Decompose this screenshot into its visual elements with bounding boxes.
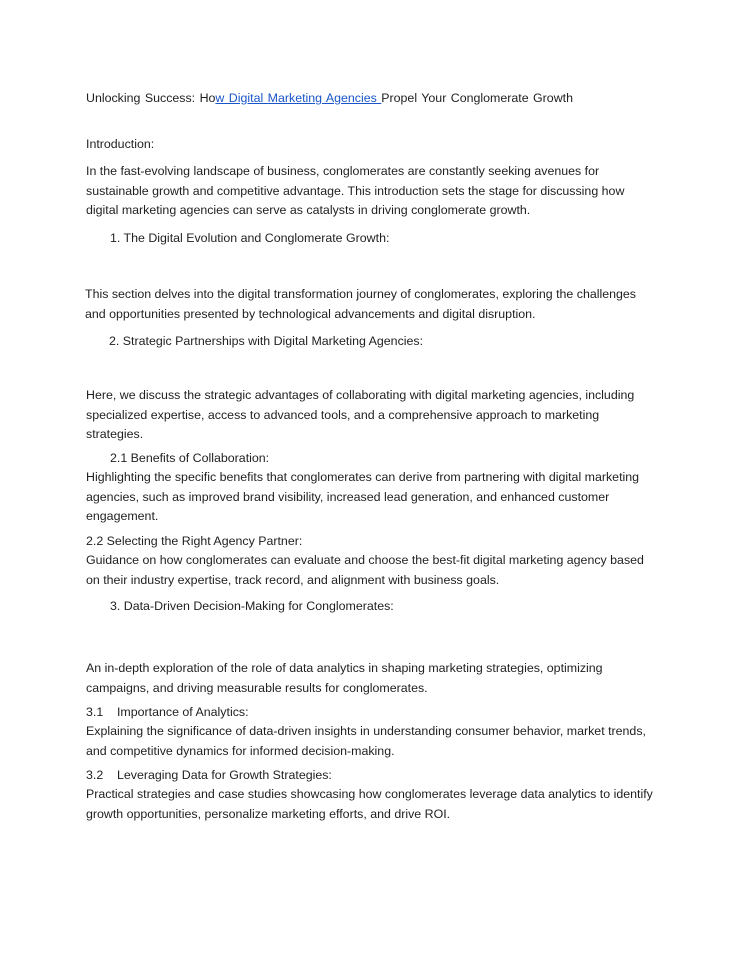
section1-body: This section delves into the digital transformation journey of conglomerates, exploring the challenges and opportunities presented by technological advancements and digital disruption. bbox=[85, 287, 637, 321]
section3-heading: 3. Data-Driven Decision-Making for Conglomerates: bbox=[110, 599, 394, 613]
title-link[interactable]: w Digital Marketing Agencies bbox=[215, 91, 382, 105]
section2-sub1-heading: 2.1 Benefits of Collaboration: bbox=[110, 451, 270, 465]
introduction-body: In the fast-evolving landscape of business, conglomerates are constantly seeking avenues for sustainable growth and competitive advantage. This introduction sets the stage for discussing how digital marketing agencies can serve as catalysts in driving conglomerate growth. bbox=[86, 164, 625, 217]
section2-heading: 2. Strategic Partnerships with Digital Marketing Agencies: bbox=[109, 334, 424, 348]
section2-sub1-body: Highlighting the specific benefits that conglomerates can derive from partnering with digital marketing agencies, such as improved brand visibility, increased lead generation, and enhanced customer engagement. bbox=[86, 470, 640, 523]
title-prefix: Unlocking Success: Ho bbox=[86, 91, 216, 105]
section2-body: Here, we discuss the strategic advantages of collaborating with digital marketing agencies, including specialized expertise, access to advanced tools, and a comprehensive approach to marketing strategies. bbox=[86, 388, 635, 441]
section1-heading: 1. The Digital Evolution and Conglomerate Growth: bbox=[110, 231, 390, 245]
document-title bbox=[86, 89, 658, 109]
section3-sub1-heading: 3.1 Importance of Analytics: bbox=[86, 705, 249, 719]
section3-sub1-body: Explaining the significance of data-driven insights in understanding consumer behavior, market trends, and competitive dynamics for informed decision-making. bbox=[86, 724, 646, 758]
section3-sub2-body: Practical strategies and case studies showcasing how conglomerates leverage data analytics to identify growth opportunities, personalize marketing efforts, and drive ROI. bbox=[86, 787, 653, 821]
section3-body: An in-depth exploration of the role of data analytics in shaping marketing strategies, optimizing campaigns, and driving measurable results for conglomerates. bbox=[86, 661, 603, 695]
section2-sub2-body: Guidance on how conglomerates can evaluate and choose the best-fit digital marketing agency based on their industry expertise, track record, and alignment with business goals. bbox=[86, 553, 644, 587]
section3-sub2-heading: 3.2 Leveraging Data for Growth Strategies: bbox=[86, 768, 332, 782]
introduction-heading: Introduction: bbox=[86, 137, 155, 151]
section2-sub2-heading: 2.2 Selecting the Right Agency Partner: bbox=[86, 534, 303, 548]
title-suffix: Propel Your Conglomerate Growth bbox=[381, 91, 573, 105]
